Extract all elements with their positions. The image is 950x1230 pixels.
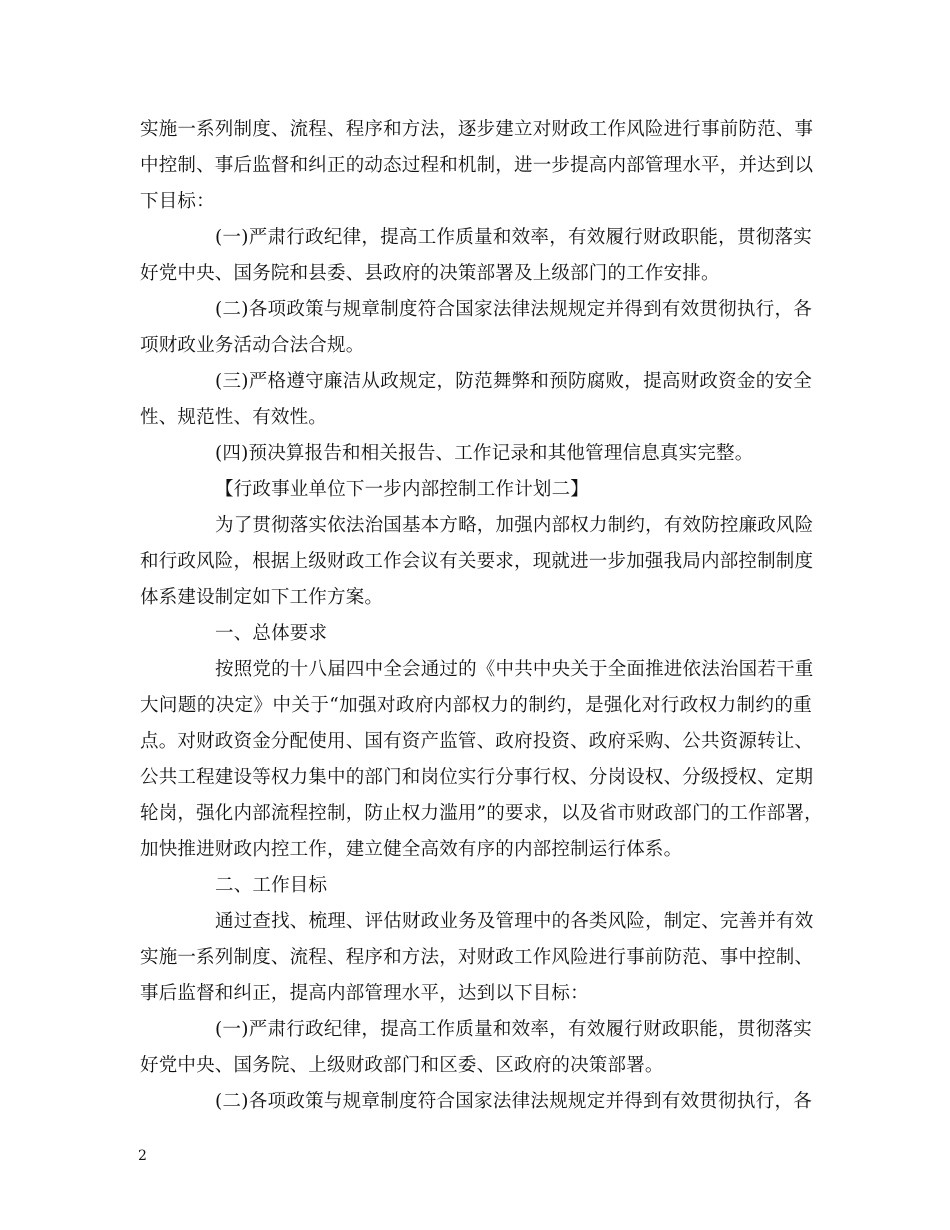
section-subheading: 二、工作目标: [215, 875, 328, 896]
body-text-line: (二)各项政策与规章制度符合国家法律法规规定并得到有效贯彻执行，各: [215, 1091, 812, 1112]
page-number: 2: [138, 1148, 147, 1164]
body-text-line: 事后监督和纠正，提高内部管理水平，达到以下目标：: [140, 983, 589, 1004]
body-text-line: (三)严格遵守廉洁从政规定，防范舞弊和预防腐败，提高财政资金的安全: [215, 371, 812, 392]
body-text-line: 项财政业务活动合法合规。: [140, 335, 365, 356]
body-text-line: (一)严肃行政纪律，提高工作质量和效率，有效履行财政职能，贯彻落实: [215, 1019, 812, 1040]
body-text-line: 通过查找、梳理、评估财政业务及管理中的各类风险，制定、完善并有效: [215, 911, 814, 932]
body-text-line: 体系建设制定如下工作方案。: [140, 587, 384, 608]
body-text-line: 公共工程建设等权力集中的部门和岗位实行分事行权、分岗设权、分级授权、定期: [140, 767, 814, 788]
body-text-line: 按照党的十八届四中全会通过的《中共中央关于全面推进依法治国若干重: [215, 659, 814, 680]
body-text-line: 为了贯彻落实依法治国基本方略，加强内部权力制约，有效防控廉政风险: [215, 515, 814, 536]
body-text-line: (一)严肃行政纪律，提高工作质量和效率，有效履行财政职能，贯彻落实: [215, 227, 812, 248]
body-text-line: 好党中央、国务院、上级财政部门和区委、区政府的决策部署。: [140, 1055, 664, 1076]
body-text-line: 下目标：: [140, 191, 215, 212]
body-text-line: 实施一系列制度、流程、程序和方法，对财政工作风险进行事前防范、事中控制、: [140, 947, 814, 968]
body-text-line: (二)各项政策与规章制度符合国家法律法规规定并得到有效贯彻执行，各: [215, 299, 812, 320]
section-heading: 【行政事业单位下一步内部控制工作计划二】: [215, 479, 590, 500]
body-text-line: (四)预决算报告和相关报告、工作记录和其他管理信息真实完整。: [215, 443, 754, 464]
body-text-line: 性、规范性、有效性。: [140, 407, 328, 428]
body-text-line: 点。对财政资金分配使用、国有资产监管、政府投资、政府采购、公共资源转让、: [140, 731, 814, 752]
section-subheading: 一、总体要求: [215, 623, 328, 644]
body-text-line: 实施一系列制度、流程、程序和方法，逐步建立对财政工作风险进行事前防范、事: [140, 119, 814, 140]
body-text-line: 好党中央、国务院和县委、县政府的决策部署及上级部门的工作安排。: [140, 263, 720, 284]
body-text-line: 加快推进财政内控工作，建立健全高效有序的内部控制运行体系。: [140, 839, 683, 860]
body-text-line: 轮岗，强化内部流程控制，防止权力滥用”的要求，以及省市财政部门的工作部署，: [140, 803, 823, 824]
body-text-line: 大问题的决定》中关于“加强对政府内部权力的制约，是强化对行政权力制约的重: [140, 695, 812, 716]
body-text-line: 和行政风险，根据上级财政工作会议有关要求，现就进一步加强我局内部控制制度: [140, 551, 814, 572]
body-text-line: 中控制、事后监督和纠正的动态过程和机制，进一步提高内部管理水平，并达到以: [140, 155, 814, 176]
